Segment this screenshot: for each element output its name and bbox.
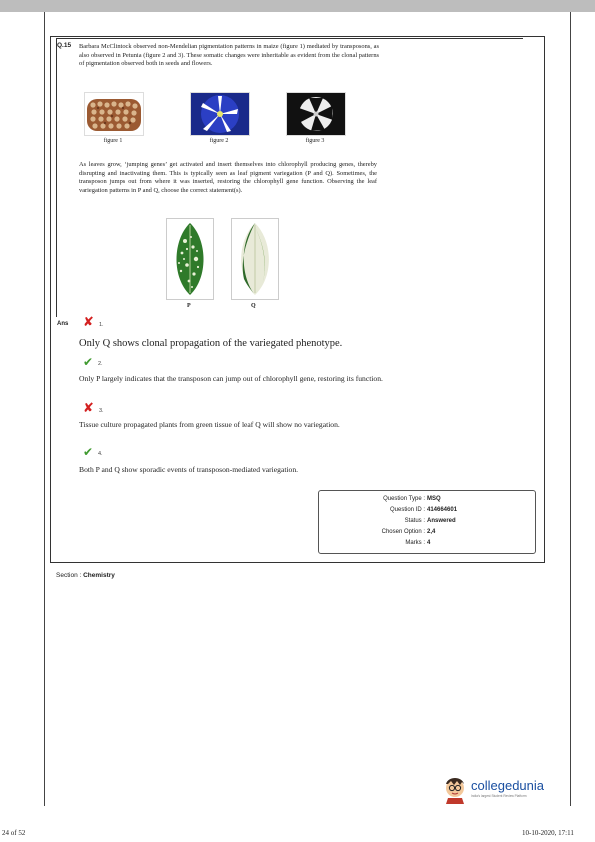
option-3-number: 3. (99, 408, 104, 414)
option-2-text: Only P largely indicates that the transposon can jump out of chlorophyll gene, restoring its function. (79, 374, 383, 383)
student-mascot-icon (440, 774, 470, 804)
top-bar (0, 0, 595, 12)
status-label: Status : (404, 518, 425, 524)
question-intro: Barbara McClintock observed non-Mendelian pigmentation patterns in maize (figure 1) mediated by transposons, as also observed in Petunia (figure 2 and 3). These somatic changes were inheritable as evident from the clonal patterns of pigmentation observed both in seeds and flowers. (79, 43, 379, 68)
option-4-text: Both P and Q show sporadic events of transposon-mediated variegation. (79, 465, 299, 474)
correct-mark-icon: ✔ (83, 445, 94, 459)
figure-2-caption: figure 2 (209, 138, 229, 144)
figure-3-caption: figure 3 (305, 138, 325, 144)
wrong-mark-icon: ✘ (83, 315, 94, 330)
figure-1-maize-image (84, 92, 144, 136)
leaf-p-image (166, 218, 214, 300)
question-meta-box (318, 490, 536, 554)
print-datetime: 10-10-2020, 17:11 (522, 829, 574, 837)
option-4-number: 4. (98, 451, 103, 457)
correct-mark-icon: ✔ (83, 355, 94, 369)
option-3-text: Tissue culture propagated plants from green tissue of leaf Q will show no variegation. (79, 420, 340, 429)
section-heading (56, 572, 115, 579)
marks-label: Marks : (405, 540, 425, 546)
figure-2-petunia-image (190, 92, 250, 136)
logo-tagline: India's largest Student Review Platform (471, 794, 527, 798)
section-name: Chemistry (83, 572, 115, 579)
question-type-value: MSQ (427, 496, 441, 502)
status-value: Answered (427, 518, 456, 524)
chosen-option-value: 2,4 (427, 529, 436, 535)
answer-label: Ans (57, 321, 69, 327)
leaf-q-image (231, 218, 279, 300)
question-number: Q.15 (57, 42, 72, 49)
question-type-label: Question Type : (383, 496, 425, 502)
section-label: Section : (56, 572, 82, 579)
question-body: As leaves grow, ‘jumping genes’ get activated and insert themselves into chlorophyll producing genes, thereby disrupting and inactivating them. This is typically seen as leaf pigment variegation (P and Q). Sometimes, the transposon jumps out from where it was inserted, restoring the chlorophyll gene function. Observing the leaf variegation patterns in P and Q, choose the correct statement(s). (79, 161, 377, 194)
question-id-label: Question ID : (389, 507, 425, 513)
leaf-p-label: P (187, 303, 191, 309)
leaf-q-label: Q (251, 303, 256, 309)
page-frame-left (44, 12, 45, 806)
option-1-number: 1. (99, 322, 104, 328)
figure-3-petunia-image (286, 92, 346, 136)
page-frame-right (570, 12, 571, 806)
collegedunia-logo (440, 774, 570, 804)
logo-wordmark: collegedunia (471, 778, 545, 793)
page-number: 24 of 52 (2, 829, 26, 837)
chosen-option-label: Chosen Option : (381, 529, 425, 535)
figure-1-caption: figure 1 (103, 138, 123, 144)
option-2-number: 2. (98, 361, 103, 367)
wrong-mark-icon: ✘ (83, 401, 94, 416)
marks-value: 4 (427, 540, 431, 546)
option-1-text: Only Q shows clonal propagation of the variegated phenotype. (79, 338, 343, 349)
question-id-value: 414664601 (427, 507, 458, 513)
